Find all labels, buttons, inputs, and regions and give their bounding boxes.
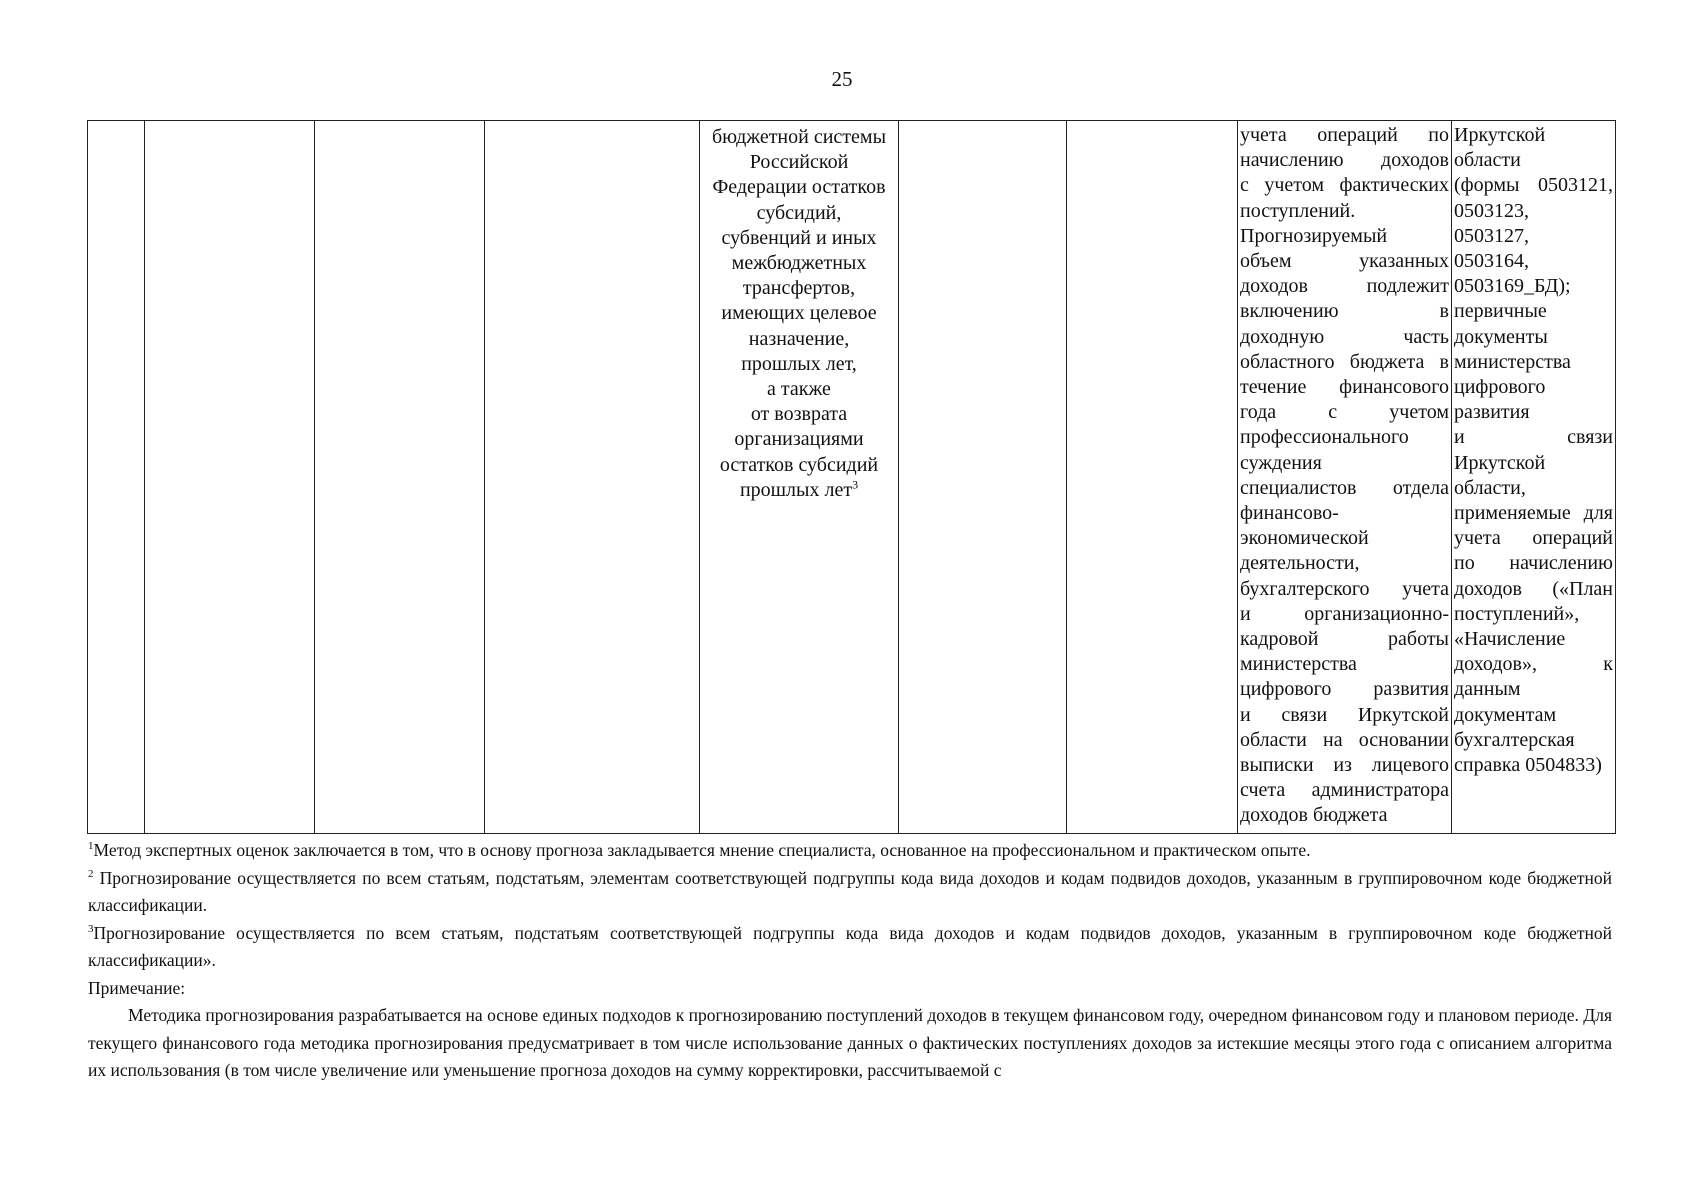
cell-line: цифрового развития [1240,678,1449,701]
cell-line: и связи [1454,426,1613,449]
cell-line: с учетом фактических [1240,174,1449,197]
cell-line: объем указанных [1240,250,1449,273]
cell-line: и организационно- [1240,602,1449,625]
cell-line: учета операций [1454,527,1613,550]
cell-line: экономической [1240,527,1369,550]
footnote-text: Прогнозирование осуществляется по всем статьям, подстатьям соответствующей подгруппы кода вида доходов и кодам подвидов доходов, указанным в группировочном коде бюджетной классификации». [88,922,1612,970]
footnote-text: Прогнозирование осуществляется по всем статьям, подстатьям, элементам соответствующей подгруппы кода вида доходов и кодам подвидов доходов, указанным в группировочном коде бюджетной классификации. [88,867,1613,915]
table-cell-col7 [1067,121,1238,834]
cell-line: учета операций по [1240,124,1449,146]
cell-line: цифрового [1454,376,1546,399]
cell-line: специалистов отдела [1240,476,1449,499]
footnote-1 [88,837,1612,865]
cell-line: счета администратора [1240,779,1449,802]
cell-line: доходную часть [1240,325,1449,348]
cell-line: субсидий, [756,201,842,224]
cell-line: области [1454,149,1521,172]
table-cell-calculation-method [1238,121,1452,834]
cell-line: и связи Иркутской [1240,703,1449,726]
cell-line: имеющих целевое [721,302,877,325]
cell-line: выписки из лицевого [1240,754,1449,777]
cell-line: области, [1454,476,1526,499]
footnote-2 [88,865,1612,920]
cell-line: данным [1454,678,1521,701]
cell-line: бухгалтерского учета [1240,577,1449,600]
cell-line: развития [1454,401,1530,424]
cell-line: прошлых лет$^3$ [739,477,859,501]
cell-line: бухгалтерская [1454,728,1575,751]
cell-line: доходов», к [1454,653,1613,676]
cell-line: доходов («План [1454,577,1613,600]
cell-line: года с учетом [1240,401,1449,424]
cell-line: первичные [1454,300,1547,323]
cell-line: справка 0504833) [1454,754,1602,777]
cell-line: «Начисление [1454,628,1566,651]
footnote-mark: 2 [88,867,94,880]
cell-line: доходов бюджета [1240,804,1388,827]
cell-line: 0503127, [1454,224,1529,247]
cell-line: межбюджетных [731,252,867,275]
methodology-table [87,120,1616,834]
cell-line: от возврата [750,403,848,426]
cell-line: по начислению [1454,552,1613,575]
footnote-mark: 3 [88,922,94,935]
footnote-mark: 1 [88,840,94,853]
cell-line: поступлений. [1240,199,1356,222]
cell-line: субвенций и иных [721,226,877,249]
cell-line: организациями [734,428,864,451]
cell-line: Иркутской [1454,451,1546,474]
table-cell-col1 [88,121,145,834]
cell-line: суждения [1240,451,1322,474]
cell-line: Прогнозируемый [1240,224,1388,247]
cell-line: а также [767,378,831,401]
cell-line: доходов подлежит [1240,275,1449,298]
cell-line: прошлых лет, [741,352,857,375]
cell-line: документам [1454,703,1557,726]
table-cell-col6 [899,121,1067,834]
table-row [88,121,1616,834]
cell-line: кадровой работы [1240,628,1449,651]
note-heading: Примечание: [88,977,186,998]
note-paragraph: Методика прогнозирования разрабатывается на основе единых подходов к прогнозированию поступлений доходов в текущем финансовом году, очередном финансовом году и плановом периоде. Для текущего финансового года методика прогнозирования предусматривает в том числе использование данных о фактических поступлениях доходов за истекшие месяцы этого года с описанием алгоритма их использования (в том числе увеличение или уменьшение прогноза доходов на сумму корректировки, рассчитываемой с [88,1005,1612,1080]
cell-line: поступлений», [1454,602,1580,625]
cell-line: бюджетной системы [711,126,887,148]
cell-line: течение финансового [1240,376,1449,399]
data-source-text [1454,123,1613,778]
cell-line: трансфертов, [742,277,856,300]
cell-line: Иркутской [1454,124,1546,146]
table-cell-data-source [1452,121,1616,834]
footnote-3 [88,920,1612,975]
table-cell-col3 [315,121,485,834]
cell-line: (формы 0503121, [1454,174,1613,197]
cell-line: области на основании [1240,728,1449,751]
cell-line: Федерации остатков [712,176,886,199]
cell-line: 0503123, [1454,199,1529,222]
cell-line: деятельности, [1240,552,1360,575]
table-cell-income-name [700,121,899,834]
cell-line: министерства [1454,350,1571,373]
cell-line: документы [1454,325,1548,348]
income-name-text [702,125,896,503]
page-number: 25 [831,67,853,91]
cell-line: применяемые для [1454,502,1613,525]
footnote-mark: 3 [852,477,859,492]
cell-line: 0503169_БД); [1454,275,1571,298]
footnote-text: Метод экспертных оценок заключается в том, что в основу прогноза закладывается мнение специалиста, основанное на профессиональном и практическом опыте. [93,840,1311,860]
table-cell-col4 [485,121,700,834]
footnotes-block [88,837,1612,1085]
cell-line: назначение, [748,327,850,350]
cell-line: финансово- [1240,502,1339,525]
cell-line: начислению доходов [1240,149,1449,172]
calculation-method-text [1240,123,1449,829]
cell-line: профессионального [1240,426,1409,449]
cell-line: остатков субсидий [719,453,879,476]
cell-line: областного бюджета в [1240,350,1449,373]
table-cell-col2 [145,121,315,834]
cell-line: включению в [1240,300,1449,323]
cell-line: 0503164, [1454,250,1529,273]
cell-line: министерства [1240,653,1357,676]
cell-line: Российской [749,151,849,174]
